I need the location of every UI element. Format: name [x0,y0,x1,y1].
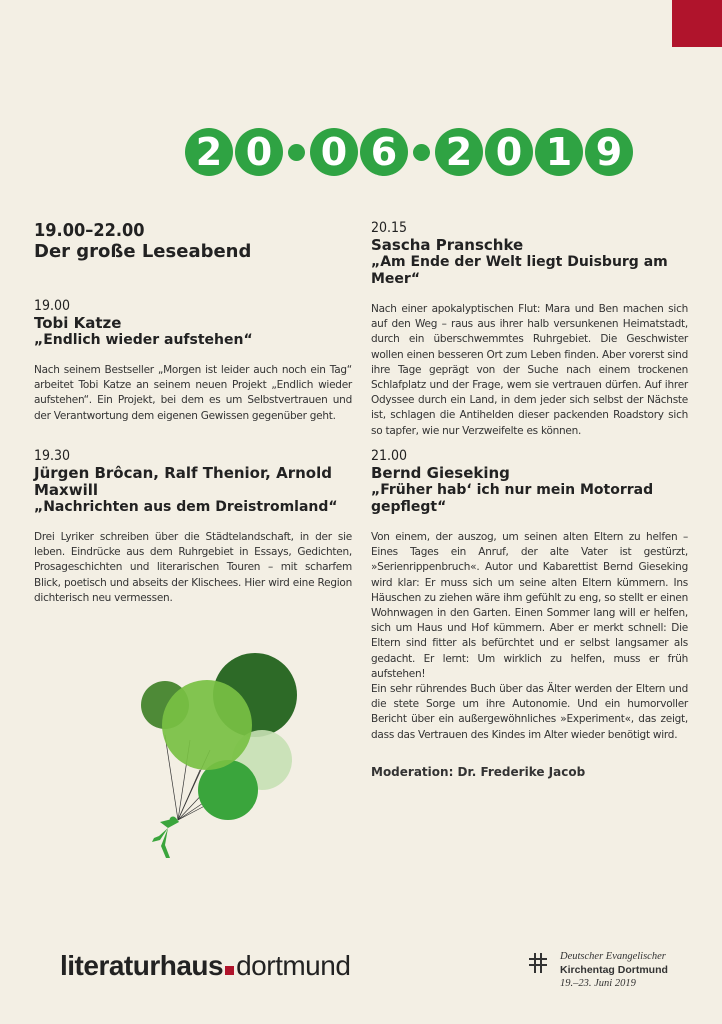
logo-bold: literaturhaus [60,950,224,981]
event-time: 19.00 [34,298,71,314]
event-description: Nach seinem Bestseller „Morgen ist leider auch noch ein Tag“ arbeitet Tobi Katze an seinem neuen Projekt „Endlich wieder aufstehen“. Ein Projekt, bei dem es um Selbstvertrauen und der Verantwortung dem eigenen Gewissen gegenüber geht. [34,364,352,422]
date-digit: 1 [535,128,583,176]
date-digit: 0 [235,128,283,176]
kirchentag-line1: Deutscher Evangelischer [560,951,666,962]
event-description: Nach einer apokalyptischen Flut: Mara und Ben machen sich auf den Weg – raus aus ihrer halb versunkenen Heimatstadt, durch ein überschwemmtes Ruhrgebiet. Die Geschwister wollen einen besseren Ort zum Leben finden. Aber vorerst sind ihre Tage geprägt von der Suche nach einem trockenen Schlafplatz und der Frage, wem sie vertrauen dürfen. Auf ihrer Odyssee durch ein Land, in dem jeder sich selbst der Nächste ist, schlagen die Antihelden dieser packenden Roadstory sich so tapfer, wie nur Verzweifelte es können. [371,303,688,437]
event-description: Von einem, der auszog, um seinen alten Eltern zu helfen – Eines Tages ein Anruf, der alte Vater ist gestürzt, »Serienrippenbruch«. Autor und Kabarettist Bernd Gieseking wird klar: Er muss sich um seine alten Eltern kümmern. Ins Häuschen zu ziehen wäre ihm gefühlt zu eng, so stellt er einen Wohnwagen in den Garten. Einen Sommer lang will er helfen, sich um Haus und Hof kümmern. Aber er merkt schnell: Die Eltern sind fitter als befürchtet und er selbst langsamer als gedacht. Er lernt: Um wirklich zu helfen, muss er früh aufstehen! [371,531,688,680]
event-title: „Endlich wieder aufstehen“ [34,332,253,348]
kirchentag-logo [528,950,668,991]
event-title: „Am Ende der Welt liegt Duisburg am Meer“ [371,254,668,287]
figure [152,817,179,859]
date-digit: 9 [585,128,633,176]
event-bernd-gieseking [371,448,688,779]
event-description: Drei Lyriker schreiben über die Städtelandschaft, in der sie leben. Eindrücke aus dem Ruhrgebiet in Essays, Gedichten, Prosageschichten und literarischen Touren – mit scharfem Blick, poetisch und abseits der Klischees. Hier wird eine Region dichterisch neu vermessen. [34,531,352,604]
literaturhaus-logo [60,950,350,982]
evening-time: 19.00–22.00 [34,220,145,241]
event-author: Tobi Katze [34,314,122,332]
date-digit: 6 [360,128,408,176]
date-separator-dot [288,144,305,161]
moderation-credit: Moderation: Dr. Frederike Jacob [371,764,586,779]
corner-accent [672,0,722,47]
event-dreistromland [34,448,352,606]
event-description-continued: Ein sehr rührendes Buch über das Älter werden der Eltern und die stete Sorge um ihre Autonomie. Und ein humorvoller Bericht über ein außergewöhnliches »Experiment«, das zeigt, dass das Vertrauen des Kindes im Alter wieder benötigt wird. [371,683,688,741]
event-title: „Früher hab‘ ich nur mein Motorrad gepflegt“ [371,482,654,515]
event-tobi-katze [34,298,352,424]
date-digit: 0 [485,128,533,176]
date-digit: 2 [185,128,233,176]
event-time: 19.30 [34,448,71,464]
event-time: 20.15 [371,220,408,236]
logo-square-icon [225,966,234,975]
logo-light: dortmund [236,950,351,981]
event-date [185,128,635,176]
date-digit: 0 [310,128,358,176]
kirchentag-cross-icon [528,952,548,974]
balloon-illustration [130,650,310,870]
event-author: Jürgen Brôcan, Ralf Thenior, Arnold Maxwill [34,464,332,499]
kirchentag-line2: Kirchentag Dortmund [560,963,668,976]
date-separator-dot [413,144,430,161]
balloon-light [162,680,252,770]
event-time: 21.00 [371,448,408,464]
evening-title: Der große Leseabend [34,241,252,262]
event-author: Bernd Gieseking [371,464,510,482]
kirchentag-dates: 19.–23. Juni 2019 [560,978,636,989]
evening-header [34,220,352,263]
event-author: Sascha Pranschke [371,236,524,254]
date-digit: 2 [435,128,483,176]
event-sascha-pranschke [371,220,688,439]
event-title: „Nachrichten aus dem Dreistromland“ [34,499,338,515]
